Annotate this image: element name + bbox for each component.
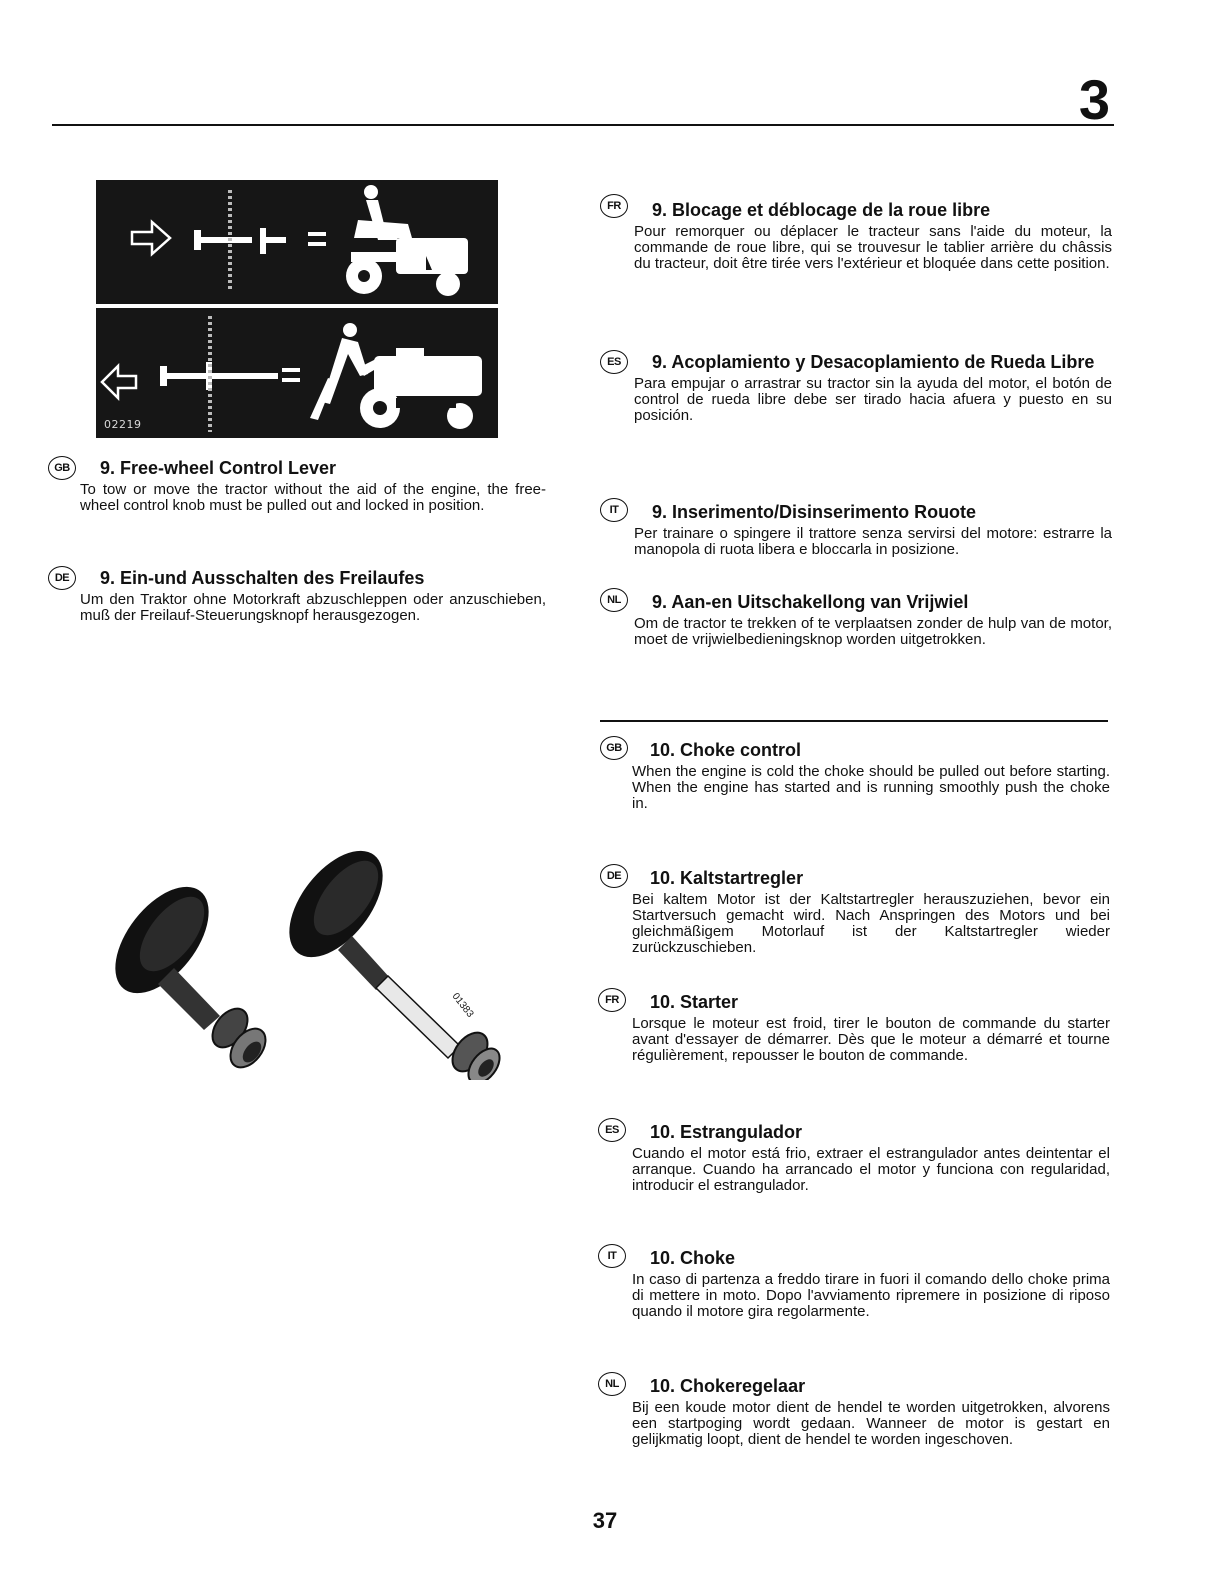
- section-es-estrangulador: [605, 1122, 1110, 1194]
- header-rule: [52, 124, 1114, 126]
- section-fr-starter: [605, 992, 1110, 1064]
- section-body: To tow or move the tractor without the aid of the engine, the free-wheel control knob must be pulled out and locked in position.: [80, 481, 546, 514]
- section-nl-vrijwiel: [607, 592, 1112, 648]
- section-body: Cuando el motor está frio, extraer el estrangulador antes deintentar el arranque. Cuando ha arrancado el motor y funciona con regularidad, introducir el estrangulador.: [632, 1145, 1110, 1194]
- section-title: 9. Acoplamiento y Desacoplamiento de Rueda Libre: [652, 352, 1095, 372]
- section-de-kaltstart: [606, 868, 1110, 956]
- section-title: 9. Blocage et déblocage de la roue libre: [652, 200, 991, 220]
- arrow-right-icon: [132, 222, 170, 254]
- lang-badge-nl: NL: [600, 588, 628, 612]
- lever-icon: [194, 228, 286, 254]
- section-de-freilauf: [54, 568, 546, 624]
- lever-pulled-icon: [160, 362, 278, 390]
- lang-badge-de: DE: [48, 566, 76, 590]
- lang-badge-it: IT: [600, 498, 628, 522]
- section-title: 10. Kaltstartregler: [650, 868, 804, 888]
- section-gb-free-wheel: [54, 458, 546, 514]
- section-title: 10. Choke control: [650, 740, 802, 760]
- chapter-number: 3: [1078, 68, 1110, 131]
- choke-knob-pulled-icon: [271, 840, 506, 1080]
- section-title: 10. Choke: [650, 1248, 736, 1268]
- section-title: 9. Inserimento/Disinserimento Rouote: [652, 502, 977, 522]
- lang-badge-gb: GB: [48, 456, 76, 480]
- lang-badge-es: ES: [598, 1118, 626, 1142]
- person-pushing-tractor-icon: [310, 323, 482, 429]
- choke-knob-figure: [100, 840, 520, 1080]
- freewheel-drive-figure: [96, 180, 498, 304]
- lang-badge-nl: NL: [598, 1372, 626, 1396]
- section-body: Bei kaltem Motor ist der Kaltstartregler herauszuziehen, bevor ein Startversuch gemacht wird. Nach Anspringen des Motors und bei gleichmäßigem Motorlauf ist der Kaltstartregler wieder zurückzuschieben.: [632, 891, 1110, 956]
- section-body: Pour remorquer ou déplacer le tracteur sans l'aide du moteur, la commande de roue libre, qui se trouvesur le tablier arrière du châssis du tracteur, doit être tirée vers l'extérieur et bloquée dans cette position.: [634, 223, 1112, 272]
- arrow-left-icon: [102, 366, 136, 398]
- section-fr-roue-libre: [607, 200, 1112, 272]
- freewheel-push-figure: [96, 308, 498, 438]
- section-body: Om de tractor te trekken of te verplaatsen zonder de hulp van de motor, moet de vrijwielbedieningsknop worden uitgetrokken.: [634, 615, 1112, 648]
- section-title: 9. Ein-und Ausschalten des Freilaufes: [100, 568, 425, 588]
- section-title: 10. Estrangulador: [650, 1122, 803, 1142]
- section-body: Para empujar o arrastrar su tractor sin la ayuda del motor, el botón de control de rueda libre debe ser tirado hacia afuera y puesto en su posición.: [634, 375, 1112, 424]
- section-it-choke: [607, 1248, 1110, 1320]
- section-body: Lorsque le moteur est froid, tirer le bouton de commande du starter avant d'essayer de démarrer. Dès que le moteur a démarré et tourne régulièrement, repousser le bouton de commande.: [632, 1015, 1110, 1064]
- section-title: 9. Free-wheel Control Lever: [100, 458, 337, 478]
- lang-badge-it: IT: [598, 1244, 626, 1268]
- lang-badge-fr: FR: [598, 988, 626, 1012]
- lang-badge-gb: GB: [600, 736, 628, 760]
- section-title: 10. Chokeregelaar: [650, 1376, 806, 1396]
- lang-badge-de: DE: [600, 864, 628, 888]
- section-body: Per trainare o spingere il trattore senza servirsi del motore: estrarre la manopola di ruota libera e bloccarla in posizione.: [634, 525, 1112, 558]
- page-number: 37: [592, 1508, 618, 1533]
- section-title: 10. Starter: [650, 992, 739, 1012]
- section-it-ruota-libera: [609, 502, 1112, 558]
- section-divider: [600, 720, 1108, 722]
- figure-code: 02219: [104, 418, 142, 431]
- section-body: Um den Traktor ohne Motorkraft abzuschleppen oder anzuschieben, muß der Freilauf-Steuerungsknopf herausgezogen.: [80, 591, 546, 624]
- section-body: Bij een koude motor dient de hendel te worden uitgetrokken, alvorens een startpoging wordt gedaan. Wanneer de motor is gestart en gelijkmatig loopt, dient de hendel te worden ingeschoven.: [632, 1399, 1110, 1448]
- section-body: When the engine is cold the choke should be pulled out before starting. When the engine has started and is running smoothly push the choke in.: [632, 763, 1110, 812]
- section-gb-choke: [606, 740, 1110, 812]
- lang-badge-fr: FR: [600, 194, 628, 218]
- section-es-rueda-libre: [607, 352, 1112, 424]
- choke-knob-pushed-icon: [100, 870, 273, 1074]
- section-title: 9. Aan-en Uitschakellong van Vrijwiel: [652, 592, 969, 612]
- section-nl-chokeregelaar: [605, 1376, 1110, 1448]
- lang-badge-es: ES: [600, 350, 628, 374]
- section-body: In caso di partenza a freddo tirare in fuori il comando dello choke prima di mettere in moto. Dopo l'avviamento ripremere in posizione di riposo quando il motore gira regolarmente.: [632, 1271, 1110, 1320]
- choke-figure-code: 01383: [449, 991, 476, 1020]
